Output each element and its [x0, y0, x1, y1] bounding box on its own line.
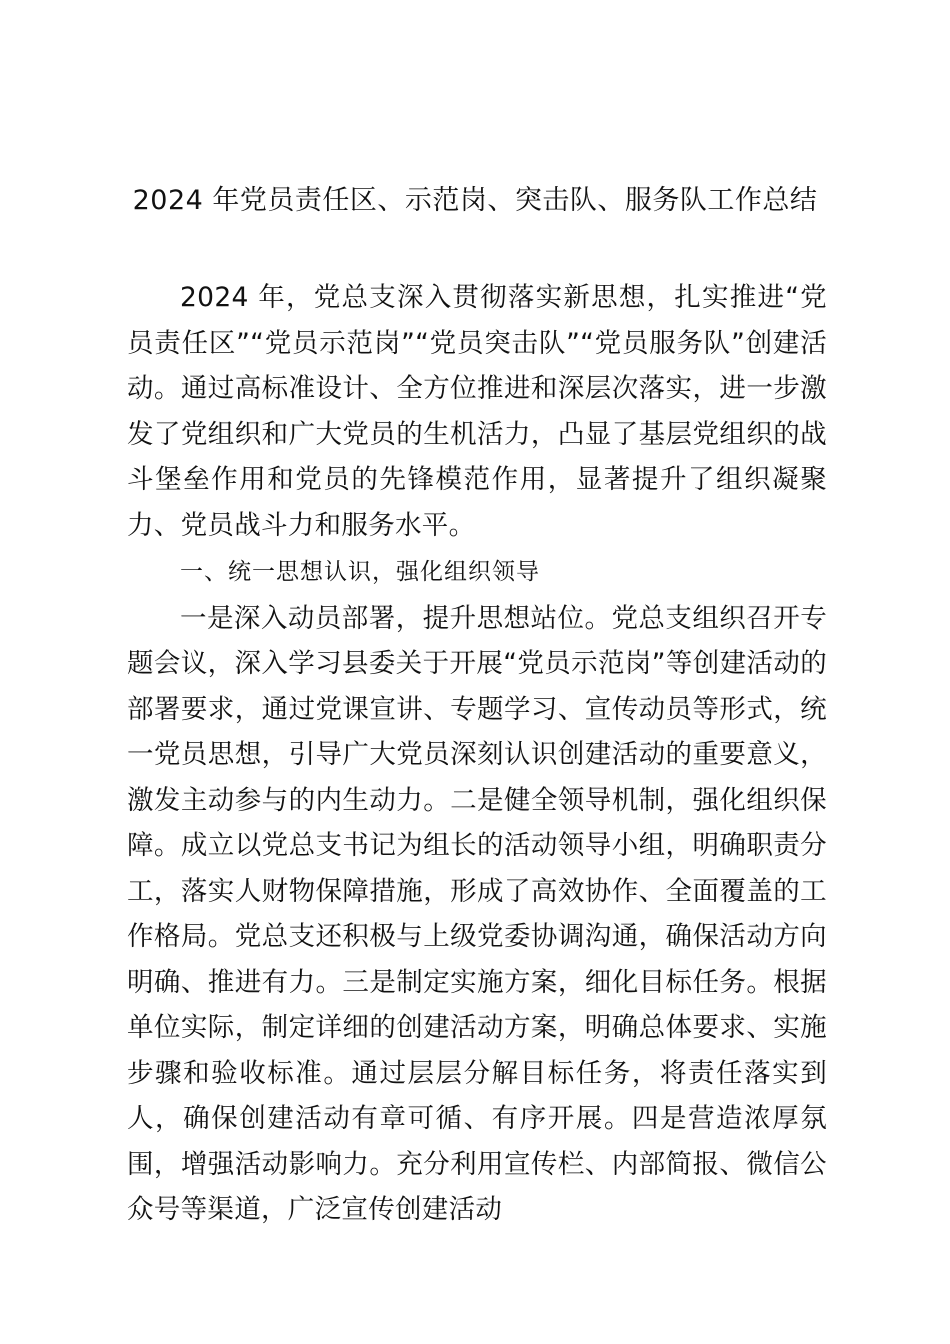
section-heading-text: 一、统一思想认识，强化组织领导 [180, 559, 540, 585]
intro-paragraph: 2024 年，党总支深入贯彻落实新思想，扎实推进“党员责任区”“党员示范岗”“党员突击队”“党员服务队”创建活动。通过高标准设计、全方位推进和深层次落实，进一步激发了党组织和广大党员的生机活力，凸显了基层党组织的战斗堡垒作用和党员的先锋模范作用，显著提升了组织凝聚力、党员战斗力和服务水平。 [127, 282, 827, 541]
document-title: 2024 年党员责任区、示范岗、突击队、服务队工作总结 [132, 185, 818, 216]
document-body [127, 275, 827, 1233]
section-heading [127, 548, 827, 596]
section-paragraph: 一是深入动员部署，提升思想站位。党总支组织召开专题会议，深入学习县委关于开展“党员示范岗”等创建活动的部署要求，通过党课宣讲、专题学习、宣传动员等形式，统一党员思想，引导广大党员深刻认识创建活动的重要意义，激发主动参与的内生动力。二是健全领导机制，强化组织保障。成立以党总支书记为组长的活动领导小组，明确职责分工，落实人财物保障措施，形成了高效协作、全面覆盖的工作格局。党总支还积极与上级党委协调沟通，确保活动方向明确、推进有力。三是制定实施方案，细化目标任务。根据单位实际，制定详细的创建活动方案，明确总体要求、实施步骤和验收标准。通过层层分解目标任务，将责任落实到人，确保创建活动有章可循、有序开展。四是营造浓厚氛围，增强活动影响力。充分利用宣传栏、内部简报、微信公众号等渠道，广泛宣传创建活动 [127, 602, 827, 1225]
